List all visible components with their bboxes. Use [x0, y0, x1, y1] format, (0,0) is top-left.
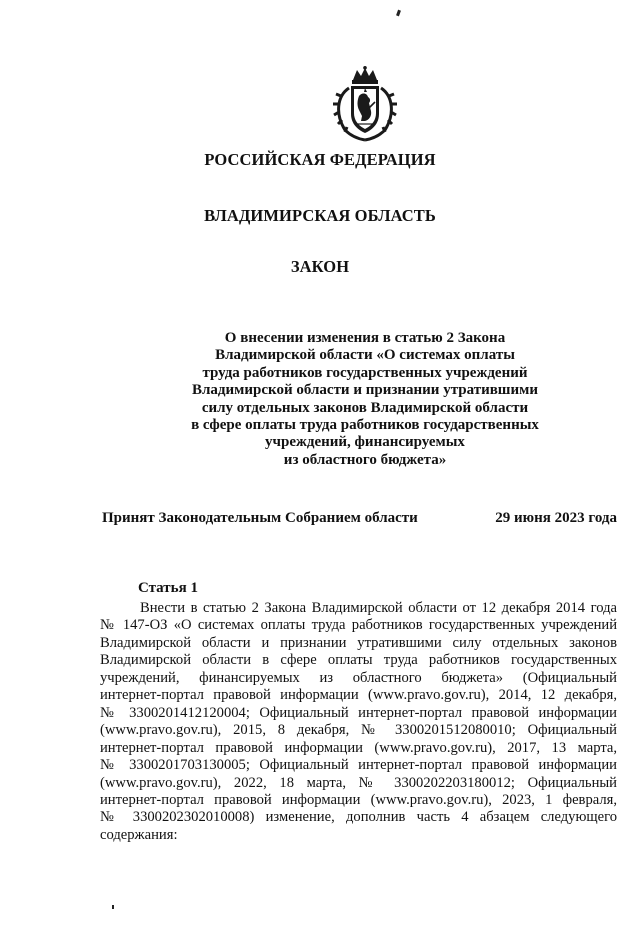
scan-mark — [112, 905, 114, 909]
article-body-line: Владимирской области в сфере оплаты труда работников государственных — [100, 652, 617, 669]
law-title-line: Владимирской области и признании утратившими — [192, 382, 538, 399]
article-body-line: № 3300202302010008) изменение, дополнив часть 4 абзацем следующего — [100, 809, 617, 826]
law-title-line: из областного бюджета» — [283, 451, 447, 468]
adoption-date: 29 июня 2023 года — [495, 510, 617, 526]
article-body-line: № 3300201703130005; Официальный интернет-портал правовой информации — [100, 757, 617, 774]
law-title-line: силу отдельных законов Владимирской области — [201, 399, 529, 416]
document-type-heading: ЗАКОН — [290, 257, 350, 276]
law-title-line: учреждений, финансируемых — [265, 434, 465, 451]
law-title-line: в сфере оплаты труда работников государственных — [191, 417, 539, 434]
article-title: Статья 1 — [138, 580, 198, 596]
article-body-line: № 147-ОЗ «О системах оплаты труда работников государственных учреждений — [100, 617, 617, 634]
article-body-line: № 3300201412120004; Официальный интернет-портал правовой информации — [100, 704, 617, 721]
article-body-line: учреждений, финансируемых из областного бюджета» (Официальный — [100, 669, 617, 686]
adoption-text: Принят Законодательным Собранием области — [102, 510, 418, 526]
coat-of-arms-icon — [331, 66, 399, 142]
article-body — [100, 600, 617, 844]
country-heading: РОССИЙСКАЯ ФЕДЕРАЦИЯ — [204, 150, 436, 169]
article-body-line: содержания: — [100, 826, 178, 843]
article-body-line: (www.pravo.gov.ru), 2015, 8 декабря, № 3300201512080010; Официальный — [100, 722, 617, 739]
law-title-line: труда работников государственных учреждений — [202, 364, 528, 381]
law-title-line: Владимирской области «О системах оплаты — [215, 347, 515, 364]
article-body-line: интернет-портал правовой информации (www.pravo.gov.ru), 2023, 1 февраля, — [100, 791, 617, 808]
article-body-line: интернет-портал правовой информации (www.pravo.gov.ru), 2017, 13 марта, — [100, 739, 617, 756]
scan-mark — [396, 10, 401, 17]
article-body-line: интернет-портал правовой информации (www.pravo.gov.ru), 2014, 12 декабря, — [100, 687, 617, 704]
law-title — [160, 330, 570, 469]
region-heading: ВЛАДИМИРСКАЯ ОБЛАСТЬ — [204, 206, 436, 225]
article-body-line: Внести в статью 2 Закона Владимирской области от 12 декабря 2014 года — [140, 600, 617, 616]
article-body-line: Владимирской области и признании утратившими силу отдельных законов — [100, 634, 617, 651]
law-title-line: О внесении изменения в статью 2 Закона — [224, 330, 506, 346]
article-body-line: (www.pravo.gov.ru), 2022, 18 марта, № 3300202203180012; Официальный — [100, 774, 617, 791]
